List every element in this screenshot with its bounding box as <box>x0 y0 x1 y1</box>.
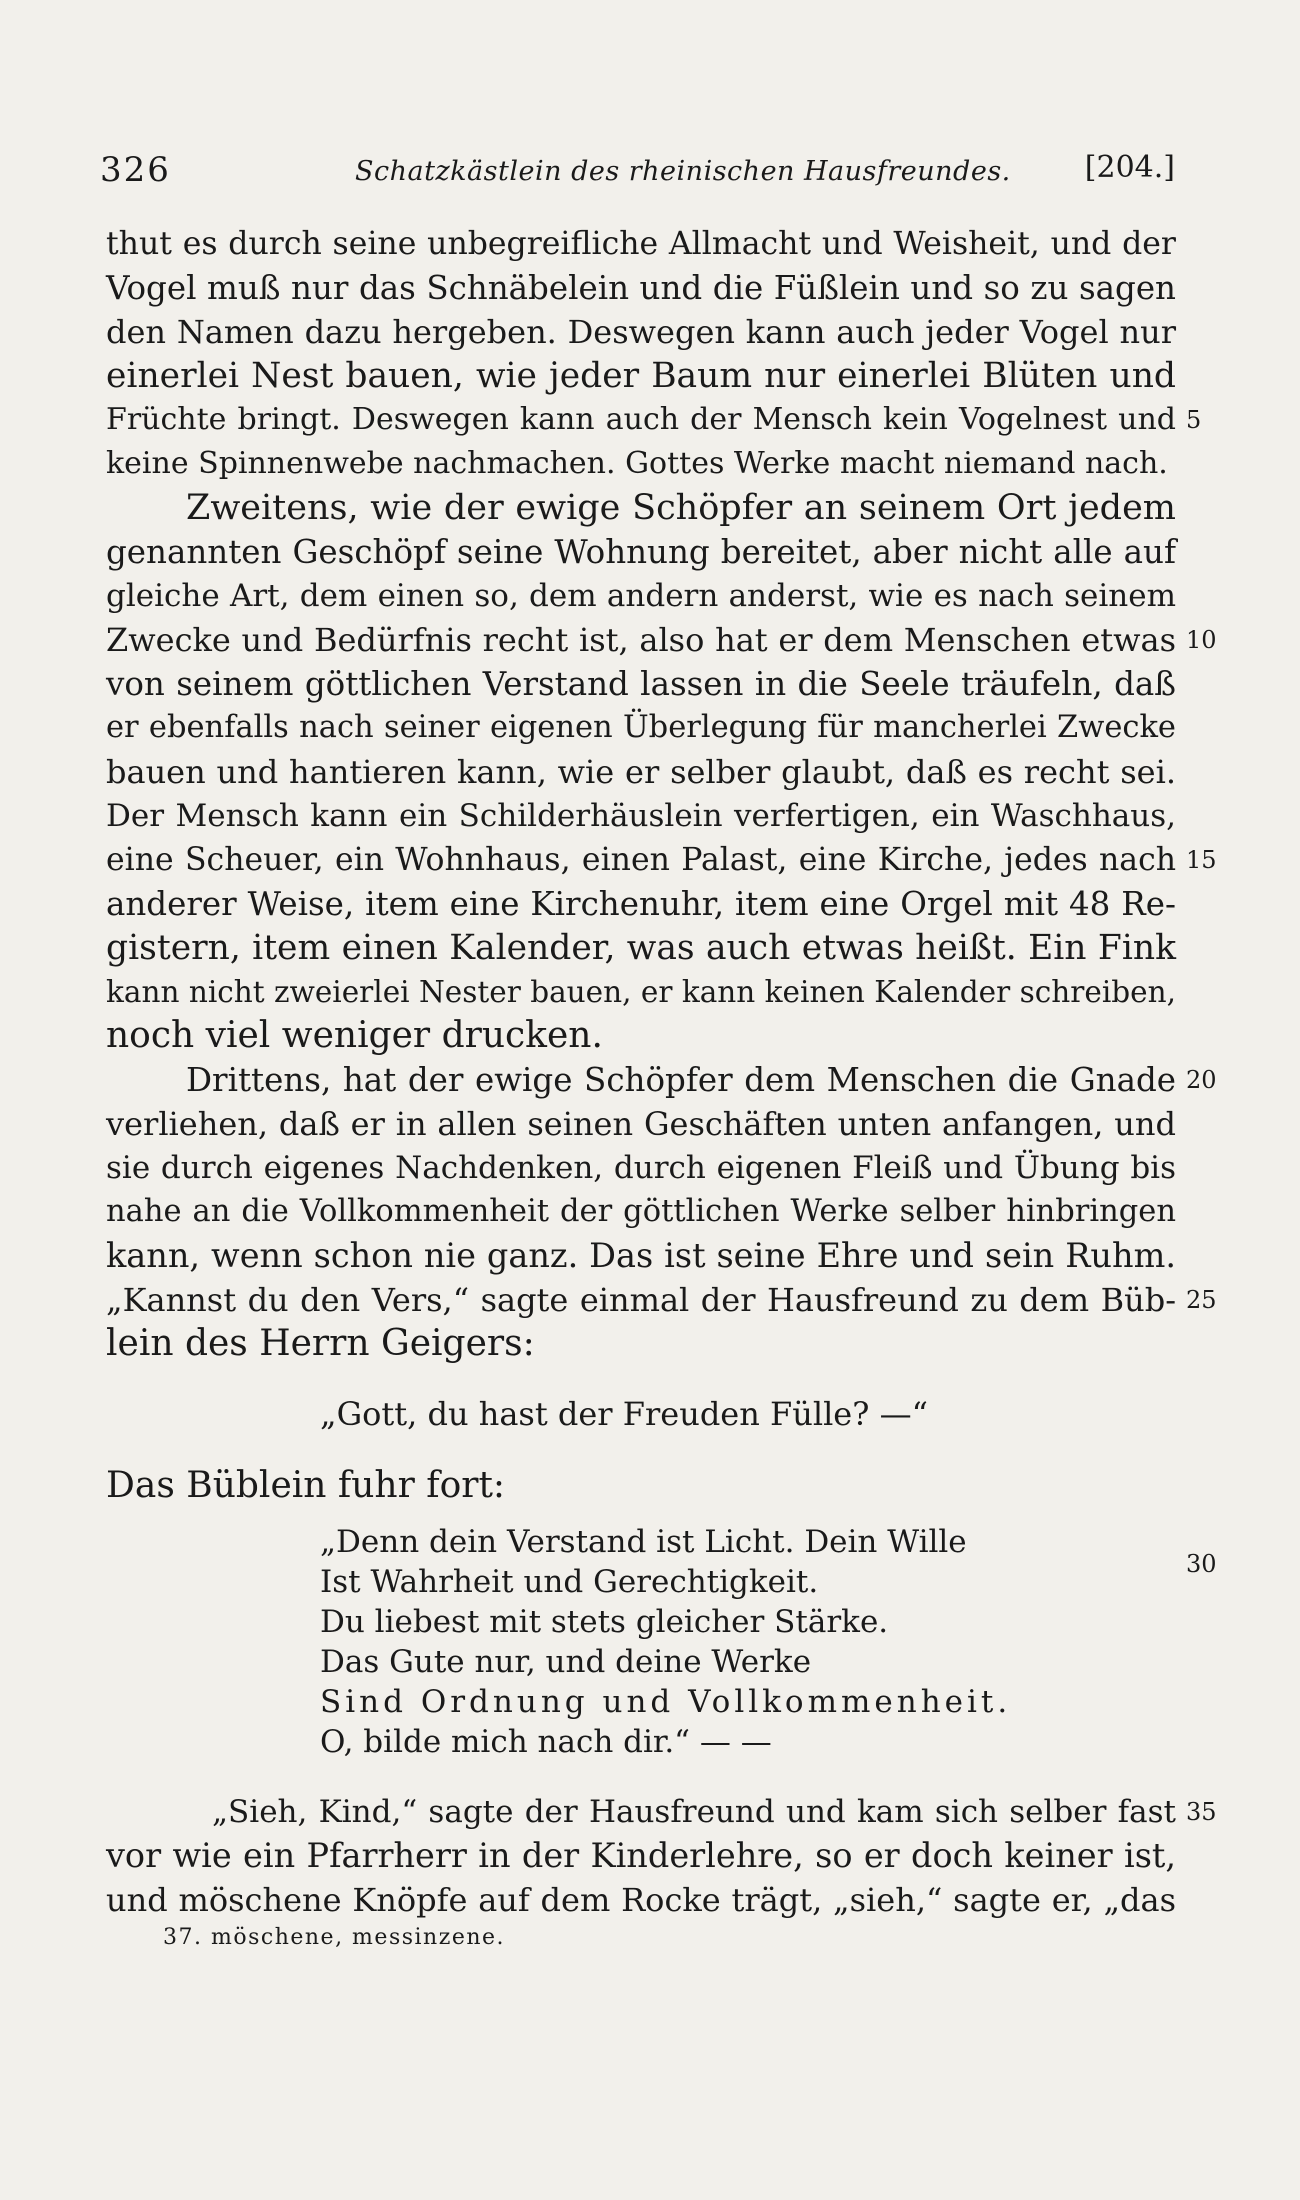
text-line: einerlei Nest bauen, wie jeder Baum nur einerlei Blüten und <box>106 356 1176 396</box>
text-line: gleiche Art, dem einen so, dem andern anderst, wie es nach seinem <box>106 578 1176 614</box>
poem-line: Ist Wahrheit und Gerechtigkeit. <box>320 1564 819 1600</box>
line-number: 15 <box>1186 846 1217 874</box>
text-line: den Namen dazu hergeben. Deswegen kann auch jeder Vogel nur <box>106 313 1176 351</box>
poem-line: „Denn dein Verstand ist Licht. Dein Wille <box>320 1524 967 1560</box>
text-line: kann, wenn schon nie ganz. Das ist seine Ehre und sein Ruhm. <box>106 1236 1176 1275</box>
paragraph-start-line: Zweitens, wie der ewige Schöpfer an seinem Ort jedem <box>186 488 1176 528</box>
text-line: Zwecke und Bedürfnis recht ist, also hat er dem Menschen etwas <box>106 621 1176 659</box>
footnote: 37. möschene, messinzene. <box>163 1925 506 1950</box>
poem-line: Sind Ordnung und Vollkommenheit. <box>320 1684 1012 1720</box>
line-number: 35 <box>1186 1798 1217 1826</box>
page-header <box>100 150 1175 200</box>
text-line: noch viel weniger drucken. <box>106 1015 603 1056</box>
line-number: 10 <box>1186 626 1217 654</box>
text-line: verliehen, daß er in allen seinen Geschäften unten anfangen, und <box>106 1105 1176 1143</box>
text-line: Der Mensch kann ein Schilderhäuslein verfertigen, ein Waschhaus, <box>106 798 1176 834</box>
text-line: von seinem göttlichen Verstand lassen in die Seele träufeln, daß <box>106 665 1176 703</box>
text-line: eine Scheuer, ein Wohnhaus, einen Palast, eine Kirche, jedes nach <box>106 842 1176 878</box>
text-line: kann nicht zweierlei Nester bauen, er kann keinen Kalender schreiben, <box>106 975 1176 1009</box>
text-line: Das Büblein fuhr fort: <box>106 1465 506 1506</box>
text-line: nahe an die Vollkommenheit der göttlichen Werke selber hinbringen <box>106 1194 1176 1229</box>
paragraph-start-line: „Sieh, Kind,“ sagte der Hausfreund und kam sich selber fast <box>212 1794 1176 1830</box>
paragraph-start-line: Drittens, hat der ewige Schöpfer dem Menschen die Gnade <box>186 1061 1176 1099</box>
text-line: Früchte bringt. Deswegen kann auch der Mensch kein Vogelnest und <box>106 402 1176 437</box>
line-number: 25 <box>1186 1286 1217 1314</box>
text-line: lein des Herrn Geigers: <box>106 1323 535 1364</box>
text-line: gistern, item einen Kalender, was auch etwas heißt. Ein Fink <box>106 928 1176 968</box>
line-number: 5 <box>1186 406 1202 434</box>
text-line: er ebenfalls nach seiner eigenen Überlegung für mancherlei Zwecke <box>106 710 1176 745</box>
text-line: thut es durch seine unbegreifliche Allmacht und Weisheit, und der <box>106 226 1176 262</box>
page-number: 326 <box>100 150 171 190</box>
text-line: vor wie ein Pfarrherr in der Kinderlehre, so er doch keiner ist, <box>106 1836 1176 1875</box>
running-title: Schatzkästlein des rheinischen Hausfreundes. <box>355 156 1011 187</box>
text-line: genannten Geschöpf seine Wohnung bereitet, aber nicht alle auf <box>106 533 1176 571</box>
text-line: sie durch eigenes Nachdenken, durch eigenen Fleiß und Übung bis <box>106 1150 1176 1186</box>
line-number: 20 <box>1186 1066 1217 1094</box>
poem-line: Du liebest mit stets gleicher Stärke. <box>320 1604 889 1640</box>
text-line: keine Spinnenwebe nachmachen. Gottes Werke macht niemand nach. <box>106 446 1168 481</box>
line-number: 30 <box>1186 1550 1217 1578</box>
poem-line: Das Gute nur, und deine Werke <box>320 1644 812 1680</box>
text-line: bauen und hantieren kann, wie er selber glaubt, daß es recht sei. <box>106 753 1176 791</box>
quoted-verse-line: „Gott, du hast der Freuden Fülle? —“ <box>320 1395 928 1433</box>
text-line: und möschene Knöpfe auf dem Rocke trägt, „sieh,“ sagte er, „das <box>106 1881 1176 1919</box>
text-line: „Kannst du den Vers,“ sagte einmal der Hausfreund zu dem Büb- <box>106 1281 1176 1319</box>
text-line: anderer Weise, item eine Kirchenuhr, item eine Orgel mit 48 Re- <box>106 885 1176 923</box>
poem-line: O, bilde mich nach dir.“ — — <box>320 1724 772 1760</box>
section-reference: [204.] <box>1084 150 1175 185</box>
text-line: Vogel muß nur das Schnäbelein und die Füßlein und so zu sagen <box>106 269 1176 307</box>
